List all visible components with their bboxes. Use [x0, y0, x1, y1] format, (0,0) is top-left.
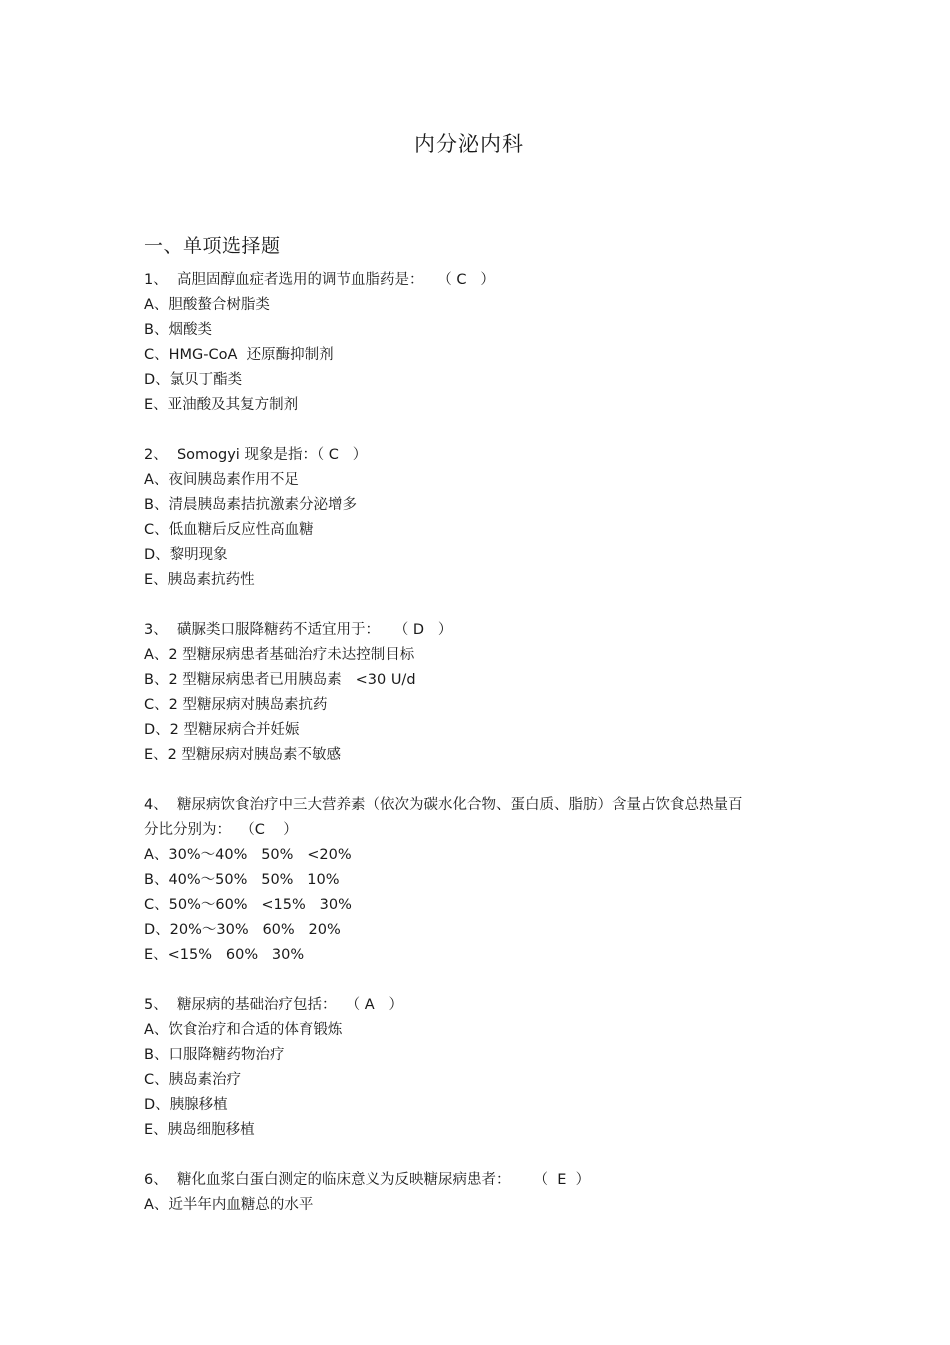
question-stem: 4、 糖尿病饮食治疗中三大营养素（依次为碳水化合物、蛋白质、脂肪）含量占饮食总热量百分比分别为： （C ）: [144, 797, 743, 838]
question-4: [144, 793, 784, 968]
option-a: A、夜间胰岛素作用不足: [144, 472, 299, 488]
option-e: E、亚油酸及其复方制剂: [144, 397, 299, 413]
question-3: [144, 618, 784, 768]
option-d: D、20%～30% 60% 20%: [144, 922, 341, 938]
option-e: E、胰岛素抗药性: [144, 572, 255, 588]
option-c: C、胰岛素治疗: [144, 1072, 242, 1088]
option-a: A、饮食治疗和合适的体育锻炼: [144, 1022, 343, 1038]
option-e: E、<15% 60% 30%: [144, 947, 305, 963]
question-stem: 1、 高胆固醇血症者选用的调节血脂药是： （ C ）: [144, 272, 495, 288]
question-stem: 2、 Somogyi 现象是指：（ C ）: [144, 447, 368, 463]
option-d: D、胰腺移植: [144, 1097, 228, 1113]
option-c: C、2 型糖尿病对胰岛素抗药: [144, 697, 328, 713]
option-e: E、胰岛细胞移植: [144, 1122, 255, 1138]
section-heading: 一、单项选择题: [144, 235, 281, 257]
option-c: C、50%～60% <15% 30%: [144, 897, 352, 913]
question-1: [144, 268, 784, 418]
document-title: 内分泌内科: [414, 132, 524, 156]
option-b: B、2 型糖尿病患者已用胰岛素 <30 U/d: [144, 672, 416, 688]
option-d: D、氯贝丁酯类: [144, 372, 243, 388]
question-list: [144, 268, 784, 1243]
option-b: B、烟酸类: [144, 322, 212, 338]
option-a: A、近半年内血糖总的水平: [144, 1197, 314, 1213]
question-stem: 6、 糖化血浆白蛋白测定的临床意义为反映糖尿病患者： （ E ）: [144, 1172, 591, 1188]
option-c: C、HMG-CoA 还原酶抑制剂: [144, 347, 334, 363]
question-6: [144, 1168, 784, 1218]
question-stem: 3、 磺脲类口服降糖药不适宜用于： （ D ）: [144, 622, 453, 638]
option-d: D、2 型糖尿病合并妊娠: [144, 722, 300, 738]
option-b: B、清晨胰岛素拮抗激素分泌增多: [144, 497, 357, 513]
question-stem: 5、 糖尿病的基础治疗包括： （ A ）: [144, 997, 404, 1013]
question-2: [144, 443, 784, 593]
option-c: C、低血糖后反应性高血糖: [144, 522, 314, 538]
option-d: D、黎明现象: [144, 547, 228, 563]
option-a: A、2 型糖尿病患者基础治疗未达控制目标: [144, 647, 415, 663]
option-b: B、口服降糖药物治疗: [144, 1047, 285, 1063]
option-a: A、30%～40% 50% <20%: [144, 847, 352, 863]
option-a: A、胆酸螯合树脂类: [144, 297, 270, 313]
question-5: [144, 993, 784, 1143]
option-b: B、40%～50% 50% 10%: [144, 872, 340, 888]
option-e: E、2 型糖尿病对胰岛素不敏感: [144, 747, 341, 763]
